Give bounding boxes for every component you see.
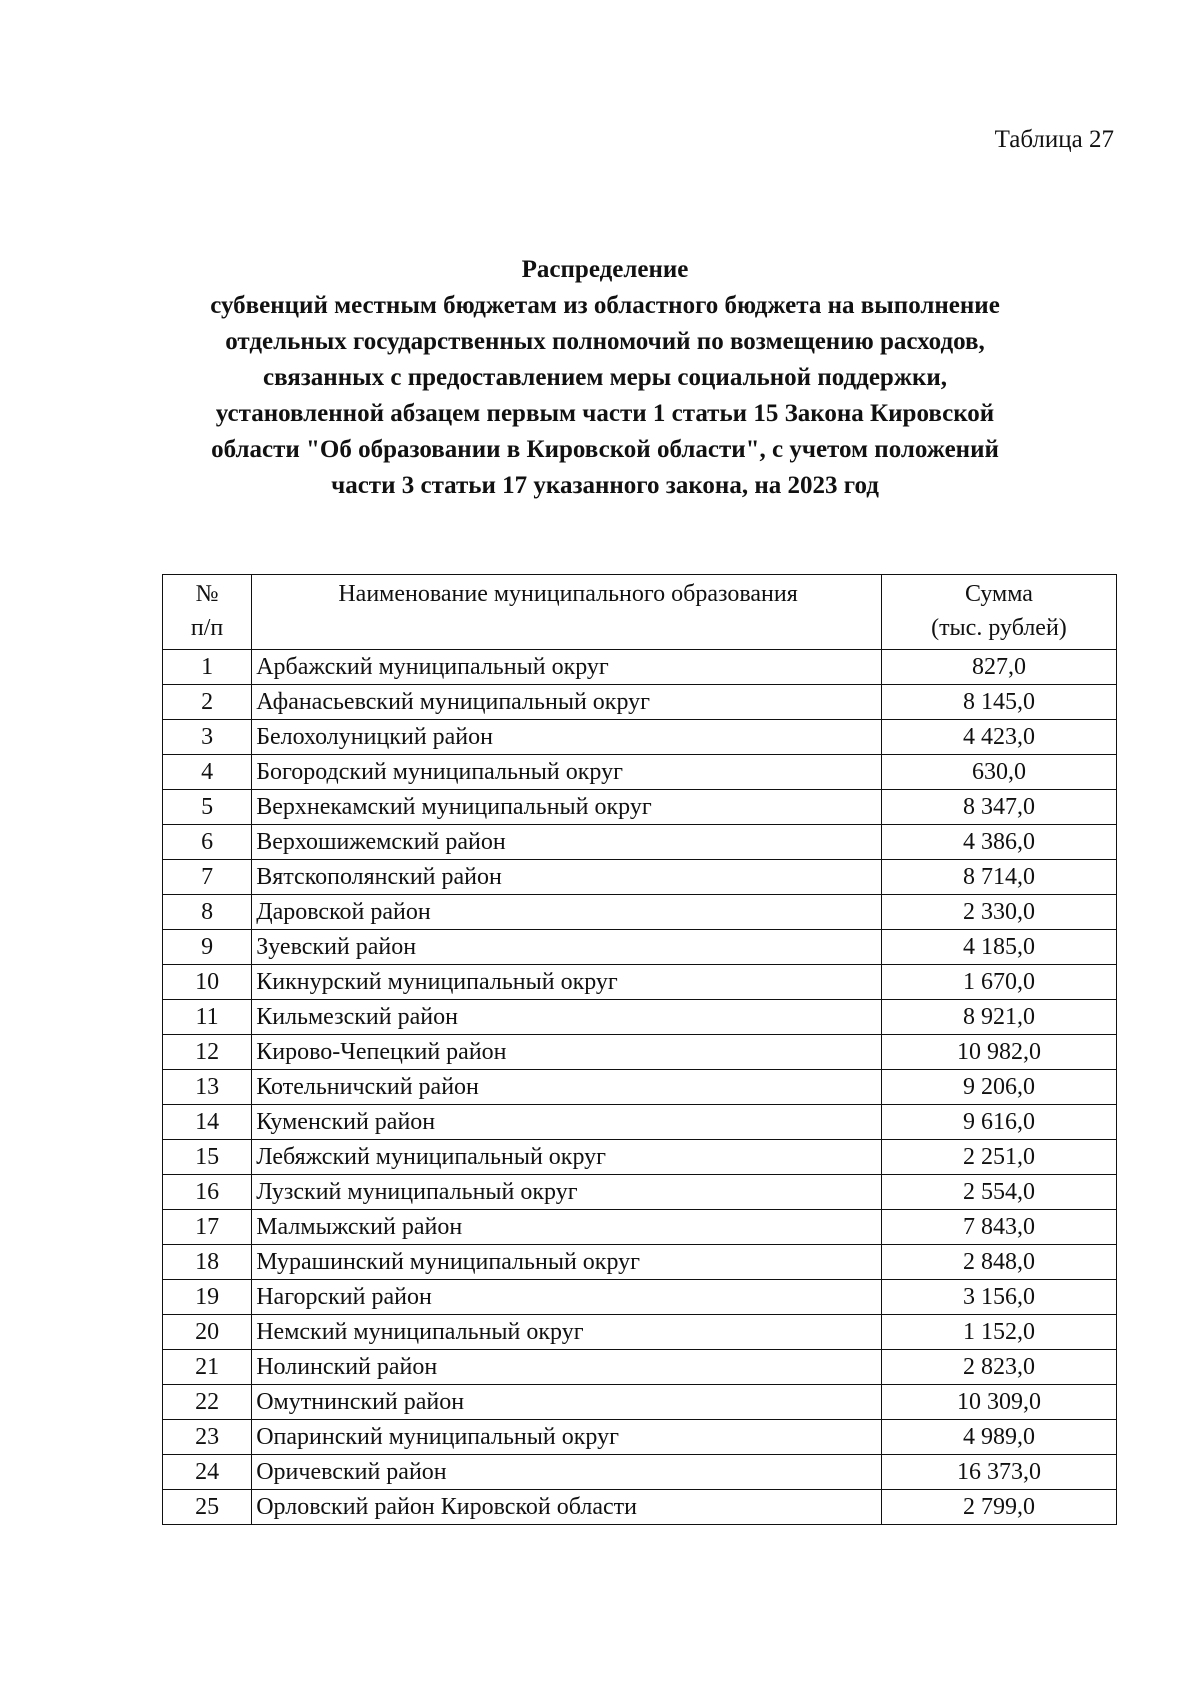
row-municipality-name: Куменский район bbox=[252, 1105, 882, 1140]
row-amount: 3 156,0 bbox=[881, 1280, 1116, 1315]
title-line: установленной абзацем первым части 1 статьи 15 Закона Кировской bbox=[215, 400, 995, 427]
row-amount: 9 206,0 bbox=[881, 1070, 1116, 1105]
row-amount: 8 347,0 bbox=[881, 790, 1116, 825]
row-amount: 2 251,0 bbox=[881, 1140, 1116, 1175]
table-row bbox=[163, 1070, 1117, 1105]
table-row bbox=[163, 1175, 1117, 1210]
table-row bbox=[163, 1000, 1117, 1035]
row-amount: 1 670,0 bbox=[881, 965, 1116, 1000]
header-name: Наименование муниципального образования bbox=[252, 575, 882, 650]
row-amount: 4 423,0 bbox=[881, 720, 1116, 755]
row-number: 4 bbox=[163, 755, 252, 790]
row-amount: 2 330,0 bbox=[881, 895, 1116, 930]
row-number: 10 bbox=[163, 965, 252, 1000]
row-amount: 16 373,0 bbox=[881, 1455, 1116, 1490]
row-number: 7 bbox=[163, 860, 252, 895]
row-municipality-name: Немский муниципальный округ bbox=[252, 1315, 882, 1350]
table-row bbox=[163, 1140, 1117, 1175]
table-row bbox=[163, 755, 1117, 790]
row-municipality-name: Белохолуницкий район bbox=[252, 720, 882, 755]
row-number: 11 bbox=[163, 1000, 252, 1035]
header-sum bbox=[881, 575, 1116, 650]
table-row bbox=[163, 930, 1117, 965]
row-amount: 10 309,0 bbox=[881, 1385, 1116, 1420]
row-municipality-name: Верхошижемский район bbox=[252, 825, 882, 860]
row-municipality-name: Кикнурский муниципальный округ bbox=[252, 965, 882, 1000]
title-line: связанных с предоставлением меры социальной поддержки, bbox=[262, 364, 948, 391]
row-municipality-name: Оричевский район bbox=[252, 1455, 882, 1490]
header-sum-unit: (тыс. рублей) bbox=[931, 615, 1067, 641]
row-amount: 2 799,0 bbox=[881, 1490, 1116, 1525]
row-municipality-name: Котельничский район bbox=[252, 1070, 882, 1105]
row-municipality-name: Лузский муниципальный округ bbox=[252, 1175, 882, 1210]
row-municipality-name: Мурашинский муниципальный округ bbox=[252, 1245, 882, 1280]
row-number: 8 bbox=[163, 895, 252, 930]
row-municipality-name: Верхнекамский муниципальный округ bbox=[252, 790, 882, 825]
row-amount: 2 823,0 bbox=[881, 1350, 1116, 1385]
row-amount: 1 152,0 bbox=[881, 1315, 1116, 1350]
row-number: 9 bbox=[163, 930, 252, 965]
row-number: 12 bbox=[163, 1035, 252, 1070]
row-number: 25 bbox=[163, 1490, 252, 1525]
row-amount: 4 386,0 bbox=[881, 825, 1116, 860]
row-amount: 827,0 bbox=[881, 650, 1116, 685]
row-number: 19 bbox=[163, 1280, 252, 1315]
table-row bbox=[163, 1105, 1117, 1140]
row-number: 21 bbox=[163, 1350, 252, 1385]
row-municipality-name: Вятскополянский район bbox=[252, 860, 882, 895]
row-number: 20 bbox=[163, 1315, 252, 1350]
row-municipality-name: Афанасьевский муниципальный округ bbox=[252, 685, 882, 720]
table-row bbox=[163, 1350, 1117, 1385]
title-line: субвенций местным бюджетам из областного бюджета на выполнение bbox=[210, 292, 1000, 319]
table-row bbox=[163, 1245, 1117, 1280]
table-row bbox=[163, 860, 1117, 895]
row-amount: 8 145,0 bbox=[881, 685, 1116, 720]
table-body bbox=[163, 650, 1117, 1525]
table-number-label: Таблица 27 bbox=[994, 126, 1114, 153]
table-row bbox=[163, 650, 1117, 685]
table-row bbox=[163, 685, 1117, 720]
table-row bbox=[163, 790, 1117, 825]
row-amount: 2 554,0 bbox=[881, 1175, 1116, 1210]
header-number-symbol: № bbox=[195, 581, 219, 607]
table-row bbox=[163, 1385, 1117, 1420]
row-municipality-name: Арбажский муниципальный округ bbox=[252, 650, 882, 685]
table-row bbox=[163, 1455, 1117, 1490]
table-row bbox=[163, 1035, 1117, 1070]
row-municipality-name: Орловский район Кировской области bbox=[252, 1490, 882, 1525]
table-row bbox=[163, 895, 1117, 930]
row-number: 18 bbox=[163, 1245, 252, 1280]
title-line: отдельных государственных полномочий по возмещению расходов, bbox=[225, 328, 985, 355]
row-number: 24 bbox=[163, 1455, 252, 1490]
table-header-row bbox=[163, 575, 1117, 650]
row-number: 17 bbox=[163, 1210, 252, 1245]
table-row bbox=[163, 720, 1117, 755]
row-amount: 2 848,0 bbox=[881, 1245, 1116, 1280]
row-amount: 7 843,0 bbox=[881, 1210, 1116, 1245]
title-line: части 3 статьи 17 указанного закона, на 2023 год bbox=[331, 472, 879, 499]
row-amount: 8 714,0 bbox=[881, 860, 1116, 895]
title-line: Распределение bbox=[521, 256, 689, 283]
header-number-abbr: п/п bbox=[190, 615, 224, 641]
row-number: 23 bbox=[163, 1420, 252, 1455]
row-number: 1 bbox=[163, 650, 252, 685]
row-amount: 630,0 bbox=[881, 755, 1116, 790]
row-municipality-name: Нолинский район bbox=[252, 1350, 882, 1385]
row-municipality-name: Омутнинский район bbox=[252, 1385, 882, 1420]
row-amount: 9 616,0 bbox=[881, 1105, 1116, 1140]
row-amount: 8 921,0 bbox=[881, 1000, 1116, 1035]
table-row bbox=[163, 825, 1117, 860]
row-amount: 4 185,0 bbox=[881, 930, 1116, 965]
table-row bbox=[163, 1315, 1117, 1350]
row-number: 6 bbox=[163, 825, 252, 860]
row-number: 3 bbox=[163, 720, 252, 755]
row-number: 22 bbox=[163, 1385, 252, 1420]
row-municipality-name: Нагорский район bbox=[252, 1280, 882, 1315]
row-number: 13 bbox=[163, 1070, 252, 1105]
document-title bbox=[130, 252, 1080, 504]
table-row bbox=[163, 1280, 1117, 1315]
distribution-table bbox=[162, 574, 1117, 1525]
row-municipality-name: Кильмезский район bbox=[252, 1000, 882, 1035]
row-municipality-name: Кирово-Чепецкий район bbox=[252, 1035, 882, 1070]
row-amount: 10 982,0 bbox=[881, 1035, 1116, 1070]
row-amount: 4 989,0 bbox=[881, 1420, 1116, 1455]
row-number: 16 bbox=[163, 1175, 252, 1210]
row-municipality-name: Лебяжский муниципальный округ bbox=[252, 1140, 882, 1175]
table-row bbox=[163, 1490, 1117, 1525]
row-number: 15 bbox=[163, 1140, 252, 1175]
row-number: 14 bbox=[163, 1105, 252, 1140]
row-municipality-name: Даровской район bbox=[252, 895, 882, 930]
row-number: 5 bbox=[163, 790, 252, 825]
header-sum-title: Сумма bbox=[964, 581, 1033, 607]
row-municipality-name: Малмыжский район bbox=[252, 1210, 882, 1245]
table-row bbox=[163, 965, 1117, 1000]
title-line: области "Об образовании в Кировской области", с учетом положений bbox=[211, 436, 999, 463]
row-municipality-name: Зуевский район bbox=[252, 930, 882, 965]
table-row bbox=[163, 1420, 1117, 1455]
row-number: 2 bbox=[163, 685, 252, 720]
row-municipality-name: Опаринский муниципальный округ bbox=[252, 1420, 882, 1455]
header-number bbox=[163, 575, 252, 650]
table-row bbox=[163, 1210, 1117, 1245]
row-municipality-name: Богородский муниципальный округ bbox=[252, 755, 882, 790]
